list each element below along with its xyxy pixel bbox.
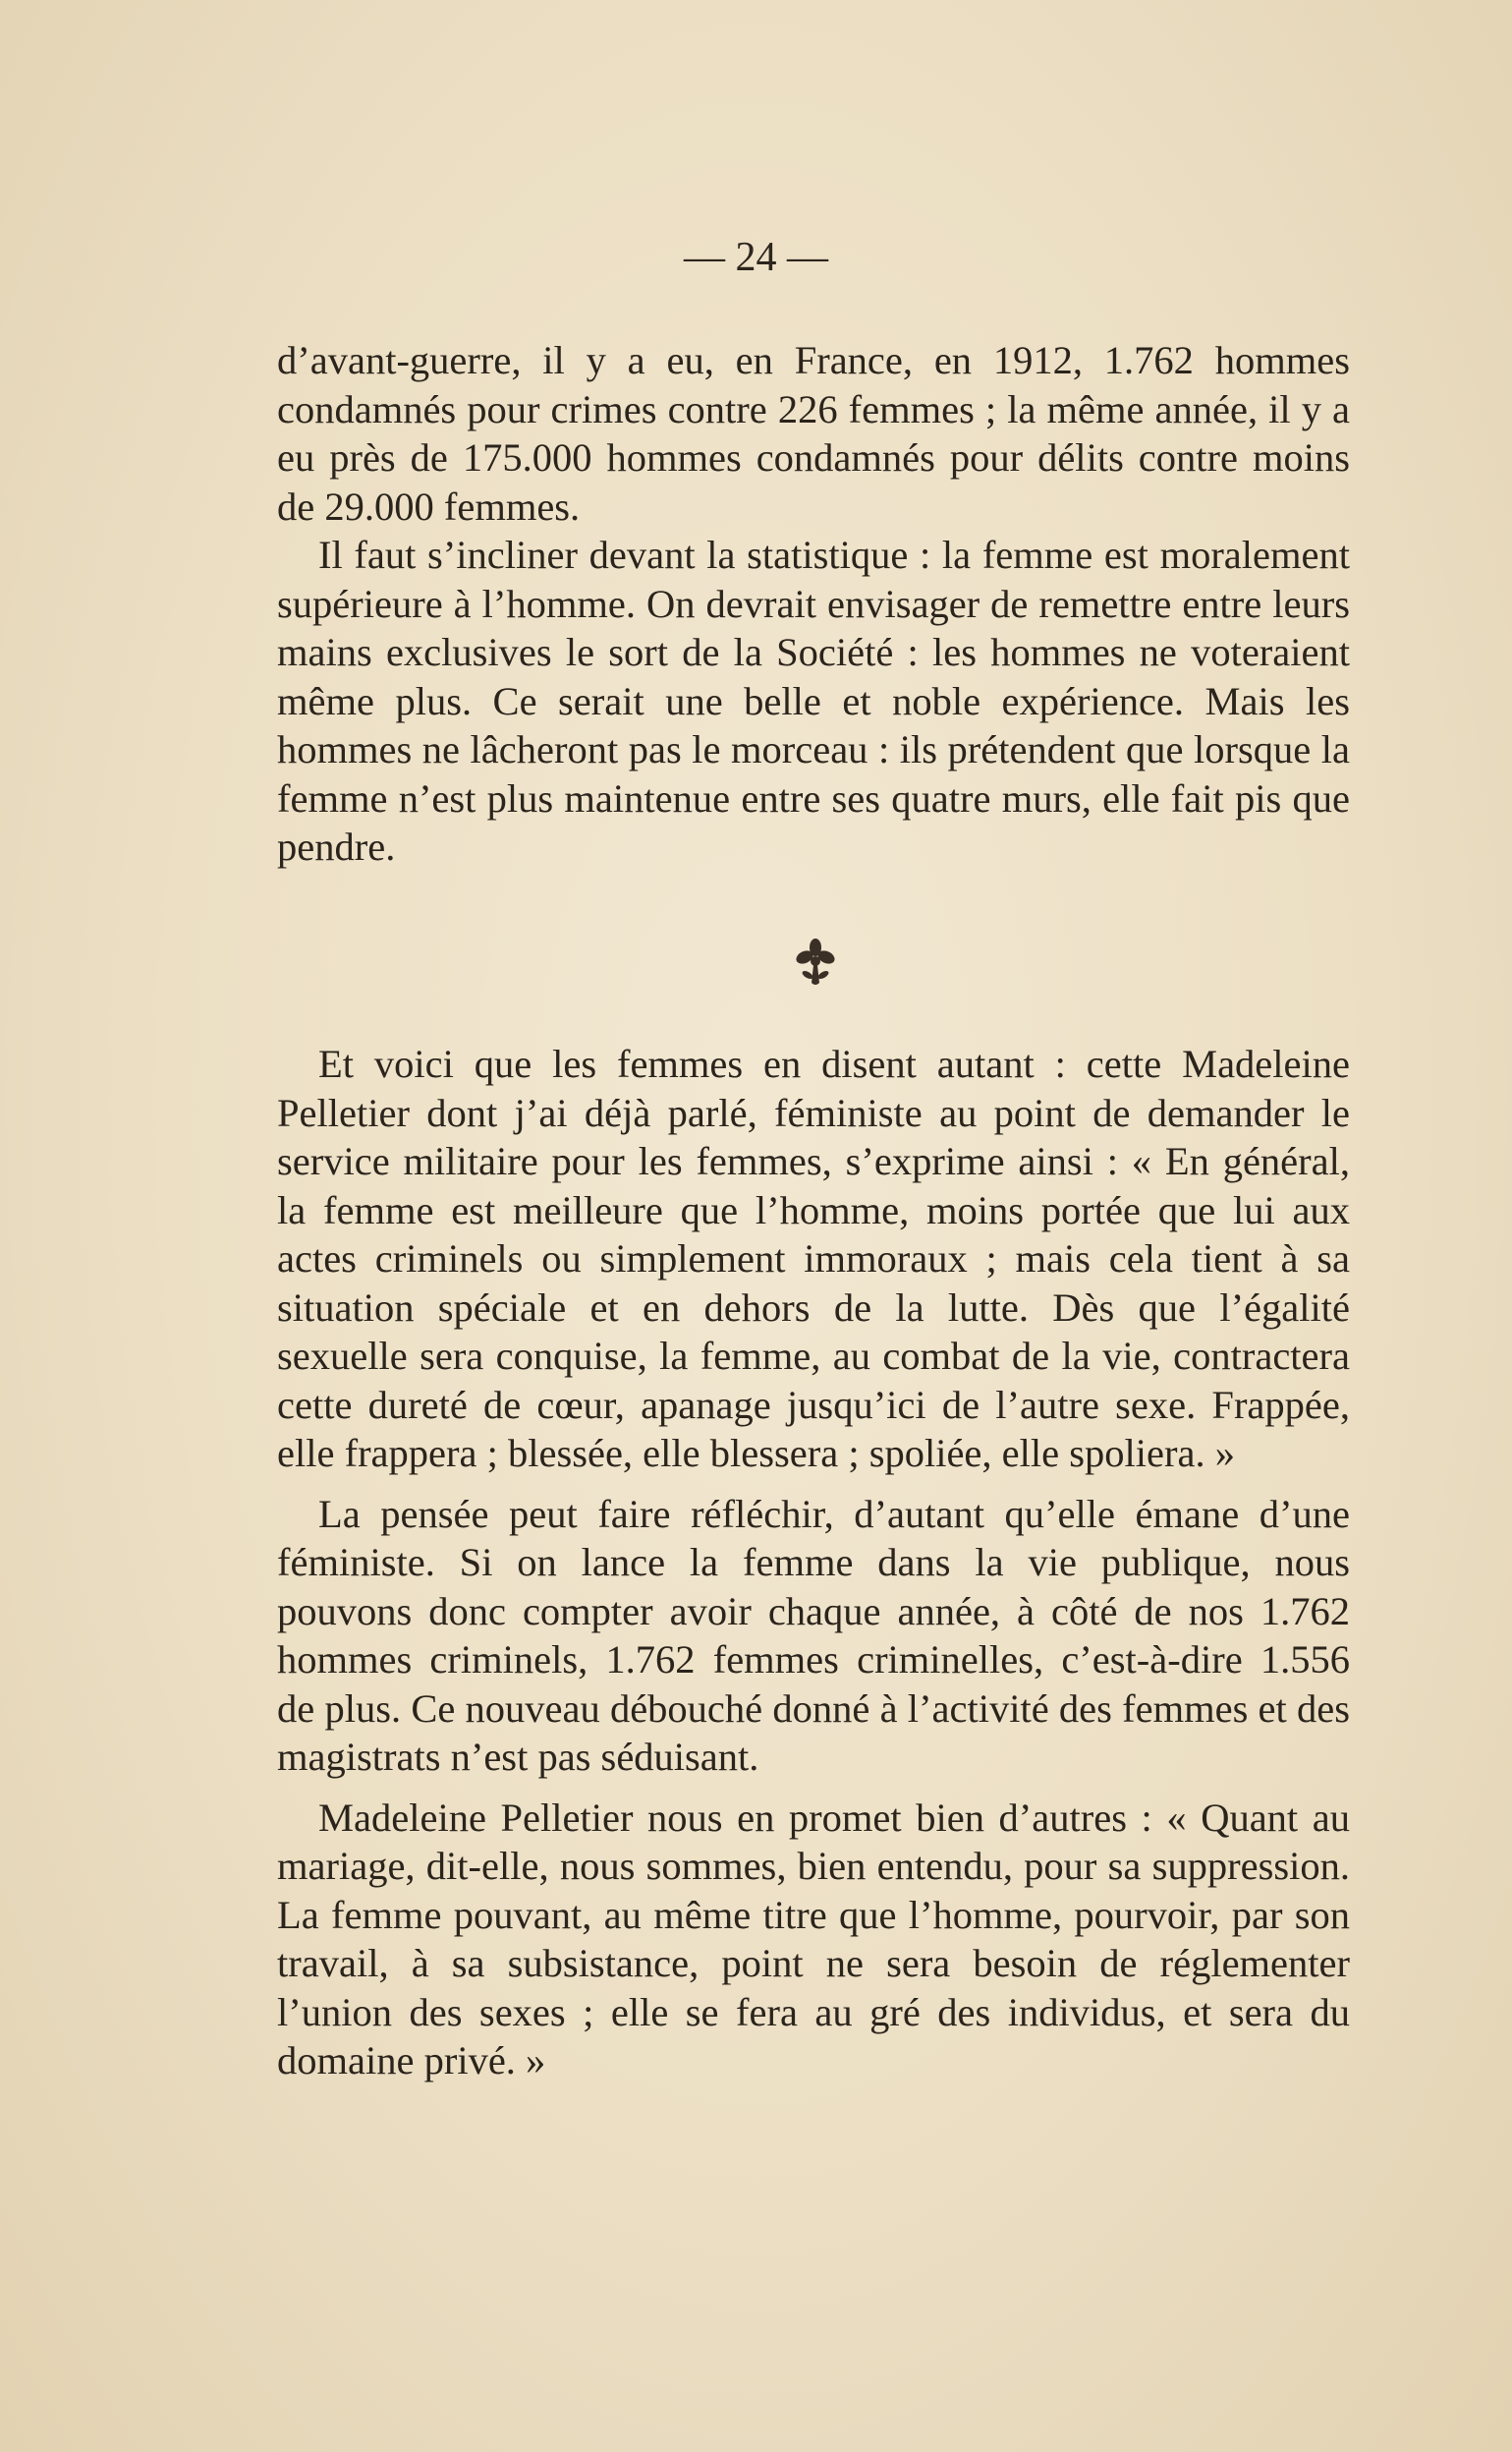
fleuron-icon (794, 936, 837, 993)
paragraph-reflection: La pensée peut faire réfléchir, d’autant qu’elle émane d’une féministe. Si on lance la femme dans la vie publique, nous pouvons donc compter avoir chaque année, à côté de nos 1.762 hommes criminels, 1.762 femmes criminelles, c’est-à-dire 1.556 de plus. Ce nouveau débouché donné à l’activité des femmes et des magistrats n’est pas séduisant. (277, 1491, 1350, 1779)
paragraph-statistics: Il faut s’incliner devant la statistique : la femme est moralement supérieure à l’homme. On devrait envisager de remettre entre leurs mains exclusives le sort de la Société : les hommes ne voteraient même plus. Ce serait une belle et noble expérience. Mais les hommes ne lâcheront pas le morceau : ils prétendent que lorsque la femme n’est plus maintenue entre ses quatre murs, elle fait pis que pendre. (277, 533, 1350, 869)
paragraph-pelletier-quote: Et voici que les femmes en disent autant : cette Madeleine Pelletier dont j’ai déjà parlé, féministe au point de demander le service militaire pour les femmes, s’exprime ainsi : « En général, la femme est meilleure que l’homme, moins portée que lui aux actes criminels ou simplement immoraux ; mais cela tient à sa situation spéciale et en dehors de la lutte. Dès que l’égalité sexuelle sera conquise, la femme, au combat de la vie, contractera cette dureté de cœur, apanage jusqu’ici de l’autre sexe. Frappée, elle frappera ; blessée, elle blessera ; spoliée, elle spoliera. » (277, 1042, 1350, 1475)
paragraph-continued: d’avant-guerre, il y a eu, en France, en 1912, 1.762 hommes condamnés pour crimes contre 226 femmes ; la même année, il y a eu près de 175.000 hommes condamnés pour délits contre moins de 29.000 femmes. (277, 338, 1350, 529)
text-section-1 (277, 336, 1350, 872)
paragraph-marriage-quote: Madeleine Pelletier nous en promet bien d’autres : « Quant au mariage, dit-elle, nous sommes, bien entendu, pour sa suppression. La femme pouvant, au même titre que l’homme, pourvoir, par son travail, à sa subsistance, point ne sera besoin de réglementer l’union des sexes ; elle se fera au gré des individus, et sera du domaine privé. » (277, 1795, 1350, 2082)
text-section-2 (277, 1040, 1350, 2085)
page-number: — 24 — (684, 235, 828, 280)
